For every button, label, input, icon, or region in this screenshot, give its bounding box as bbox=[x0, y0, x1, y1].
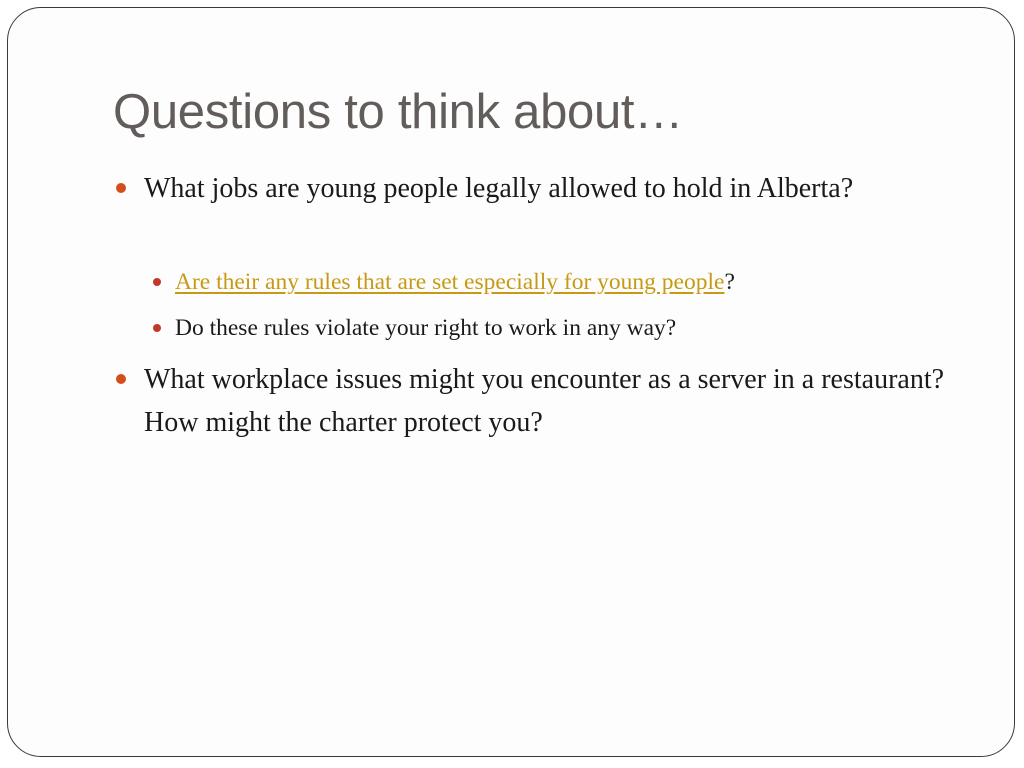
sub-bullet-dot-icon bbox=[153, 278, 161, 286]
rules-for-young-people-link[interactable]: Are their any rules that are set especially for young people bbox=[175, 269, 725, 295]
sub-bullet-item-rules bbox=[175, 265, 955, 299]
sub-bullet-item-violate: Do these rules violate your right to work in any way? bbox=[175, 315, 677, 341]
bullet-item-young-jobs: What jobs are young people legally allowed to hold in Alberta? bbox=[144, 173, 854, 204]
sub-bullet-dot-icon bbox=[153, 324, 161, 332]
bullet-item-workplace-issues: What workplace issues might you encounter as a server in a restaurant? How might the charter protect you? bbox=[144, 364, 945, 438]
bullet-dot-icon bbox=[116, 183, 126, 193]
slide-title: Questions to think about… bbox=[113, 85, 683, 139]
bullet-dot-icon bbox=[116, 374, 126, 384]
sub-bullet-suffix: ? bbox=[724, 269, 735, 295]
